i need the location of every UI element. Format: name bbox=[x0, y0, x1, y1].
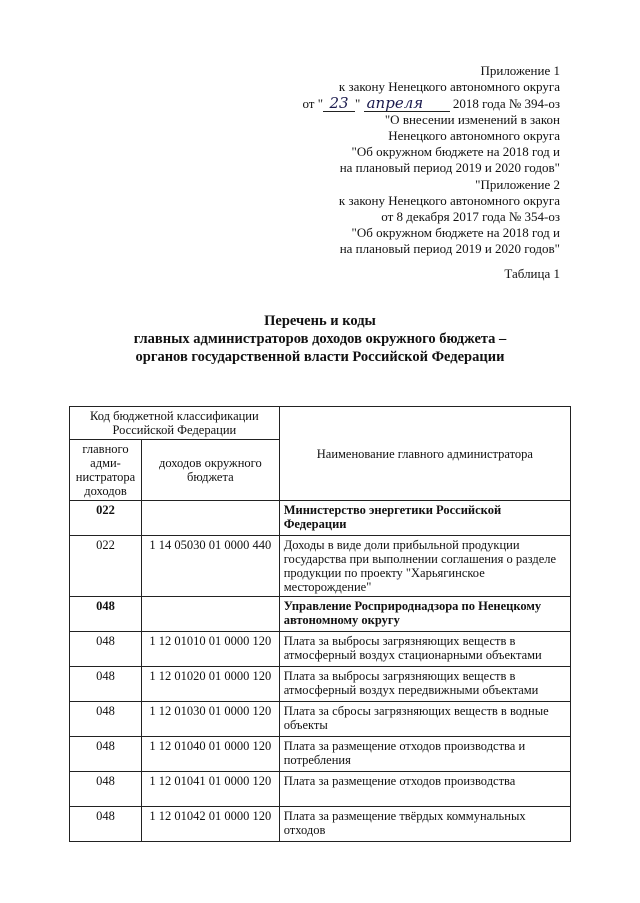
administrator-name-cell: Министерство энергетики Российской Федерации bbox=[279, 501, 570, 536]
table-label: Таблица 1 bbox=[504, 266, 560, 281]
appendix-2-line-3: "Об окружном бюджете на 2018 год и bbox=[351, 225, 560, 240]
header-budget-code: Код бюджетной классификации Российской Федерации bbox=[70, 407, 280, 440]
administrators-table bbox=[69, 406, 571, 842]
appendix-1-date-line bbox=[230, 95, 560, 112]
appendix-1-line-5: "Об окружном бюджете на 2018 год и bbox=[351, 144, 560, 159]
income-code-cell: 1 12 01042 01 0000 120 bbox=[141, 807, 279, 842]
admin-code-cell: 048 bbox=[70, 632, 142, 667]
appendix-1-line-4: Ненецкого автономного округа bbox=[388, 128, 560, 143]
admin-code-cell: 048 bbox=[70, 702, 142, 737]
title-line-3: органов государственной власти Российской Федерации bbox=[135, 349, 505, 365]
table-row bbox=[70, 807, 571, 842]
administrator-name-cell: Плата за выбросы загрязняющих веществ в атмосферный воздух стационарными объектами bbox=[279, 632, 570, 667]
administrator-name-cell: Плата за размещение отходов производства bbox=[279, 772, 570, 807]
table-row bbox=[70, 501, 571, 536]
admin-code-cell: 022 bbox=[70, 536, 142, 597]
appendix-1-title: Приложение 1 bbox=[480, 63, 560, 78]
appendix-2-line-4: на плановый период 2019 и 2020 годов" bbox=[339, 241, 560, 256]
appendix-2-block bbox=[230, 177, 560, 257]
administrator-name-cell: Доходы в виде доли прибыльной продукции государства при выполнении соглашения о разделе продукции по проекту "Харьягинское месторождение" bbox=[279, 536, 570, 597]
income-code-cell: 1 12 01030 01 0000 120 bbox=[141, 702, 279, 737]
header-income-code: доходов окружного бюджета bbox=[141, 440, 279, 501]
table-body bbox=[70, 501, 571, 842]
administrator-name-cell: Управление Росприроднадзора по Ненецкому автономному округу bbox=[279, 597, 570, 632]
admin-code-cell: 048 bbox=[70, 667, 142, 702]
handwritten-day: 23 bbox=[323, 95, 355, 112]
income-code-cell: 1 12 01040 01 0000 120 bbox=[141, 737, 279, 772]
income-code-cell: 1 12 01010 01 0000 120 bbox=[141, 632, 279, 667]
appendix-1-line-3: "О внесении изменений в закон bbox=[384, 112, 560, 127]
table-row bbox=[70, 536, 571, 597]
admin-code-cell: 048 bbox=[70, 772, 142, 807]
table-row bbox=[70, 772, 571, 807]
date-prefix: от " bbox=[302, 96, 324, 111]
income-code-cell bbox=[141, 597, 279, 632]
admin-code-cell: 048 bbox=[70, 807, 142, 842]
income-code-cell: 1 12 01020 01 0000 120 bbox=[141, 667, 279, 702]
appendix-2-line-2: от 8 декабря 2017 года № 354-оз bbox=[381, 209, 560, 224]
admin-code-cell: 022 bbox=[70, 501, 142, 536]
date-quote: " bbox=[355, 96, 361, 111]
income-code-cell: 1 12 01041 01 0000 120 bbox=[141, 772, 279, 807]
appendix-2-line-1: к закону Ненецкого автономного округа bbox=[338, 193, 560, 208]
administrator-name-cell: Плата за размещение отходов производства и потребления bbox=[279, 737, 570, 772]
table-row bbox=[70, 632, 571, 667]
appendix-1-line-6: на плановый период 2019 и 2020 годов" bbox=[339, 160, 560, 175]
title-line-2: главных администраторов доходов окружного бюджета – bbox=[133, 331, 507, 347]
document-title bbox=[0, 312, 640, 366]
administrator-name-cell: Плата за выбросы загрязняющих веществ в атмосферный воздух передвижными объектами bbox=[279, 667, 570, 702]
header-administrator-name: Наименование главного администратора bbox=[279, 407, 570, 501]
table-row bbox=[70, 702, 571, 737]
administrator-name-cell: Плата за сбросы загрязняющих веществ в водные объекты bbox=[279, 702, 570, 737]
table-row bbox=[70, 597, 571, 632]
income-code-cell bbox=[141, 501, 279, 536]
income-code-cell: 1 14 05030 01 0000 440 bbox=[141, 536, 279, 597]
administrator-name-cell: Плата за размещение твёрдых коммунальных отходов bbox=[279, 807, 570, 842]
appendix-2-title: "Приложение 2 bbox=[475, 177, 560, 192]
title-line-1: Перечень и коды bbox=[264, 313, 376, 329]
table-row bbox=[70, 737, 571, 772]
table-row bbox=[70, 667, 571, 702]
admin-code-cell: 048 bbox=[70, 737, 142, 772]
handwritten-month: апреля bbox=[364, 95, 450, 112]
date-suffix: 2018 года № 394-оз bbox=[452, 96, 560, 111]
appendix-1-law-line: к закону Ненецкого автономного округа bbox=[338, 79, 560, 94]
admin-code-cell: 048 bbox=[70, 597, 142, 632]
header-main-administrator: главного адми- нистратора доходов bbox=[70, 440, 142, 501]
appendix-1-block bbox=[230, 63, 560, 176]
